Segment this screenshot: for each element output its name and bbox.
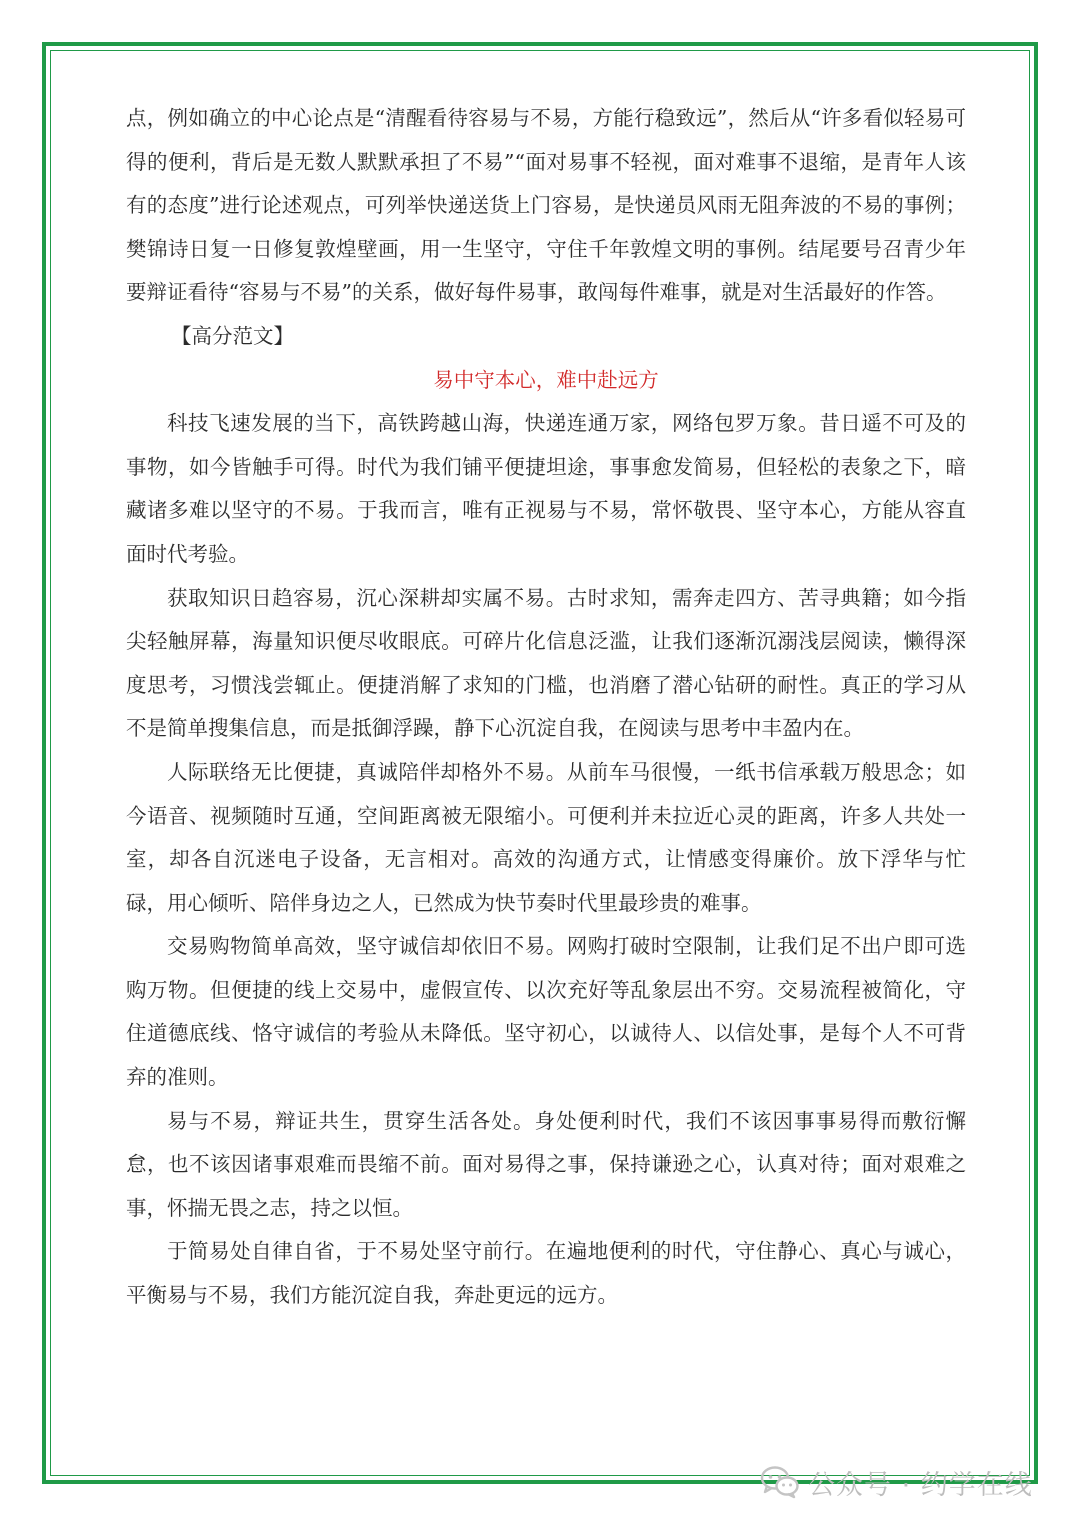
essay-paragraph: 人际联络无比便捷，真诚陪伴却格外不易。从前车马很慢，一纸书信承载万般思念；如今语音、视频随时互通，空间距离被无限缩小。可便利并未拉近心灵的距离，许多人共处一室，却各自沉迷电子设备，无言相对。高效的沟通方式，让情感变得廉价。放下浮华与忙碌，用心倾听、陪伴身边之人，已然成为快节奏时代里最珍贵的难事。 [126,759,966,915]
watermark-text: 公众号 · 约学在线 [808,1469,1033,1501]
intro-paragraph: 点，例如确立的中心论点是“清醒看待容易与不易，方能行稳致远”，然后从“许多看似轻易可得的便利，背后是无数人默默承担了不易”“面对易事不轻视，面对难事不退缩，是青年人该有的态度”进行论述观点，可列举快递送货上门容易，是快递员风雨无阻奔波的不易的事例；樊锦诗日复一日修复敦煌壁画，用一生坚守，守住千年敦煌文明的事例。结尾要号召青少年要辩证看待“容易与不易”的关系，做好每件易事，敢闯每件难事，就是对生活最好的作答。 [126,106,966,305]
essay-paragraph: 获取知识日趋容易，沉心深耕却实属不易。古时求知，需奔走四方、苦寻典籍；如今指尖轻触屏幕，海量知识便尽收眼底。可碎片化信息泛滥，让我们逐渐沉溺浅层阅读，懒得深度思考，习惯浅尝辄止。便捷消解了求知的门槛，也消磨了潜心钻研的耐性。真正的学习从不是简单搜集信息，而是抵御浮躁，静下心沉淀自我，在阅读与思考中丰盈内在。 [126,585,966,741]
essay-paragraph: 交易购物简单高效，坚守诚信却依旧不易。网购打破时空限制，让我们足不出户即可选购万物。但便捷的线上交易中，虚假宣传、以次充好等乱象层出不穷。交易流程被简化，守住道德底线、恪守诚信的考验从未降低。坚守初心，以诚待人、以信处事，是每个人不可背弃的准则。 [126,934,966,1090]
document-body [126,97,966,1318]
essay-paragraph: 科技飞速发展的当下，高铁跨越山海，快递连通万家，网络包罗万象。昔日遥不可及的事物，如今皆触手可得。时代为我们铺平便捷坦途，事事愈发简易，但轻松的表象之下，暗藏诸多难以坚守的不易。于我而言，唯有正视易与不易，常怀敬畏、坚守本心，方能从容直面时代考验。 [126,411,966,566]
watermark [760,1460,1033,1504]
wechat-icon [760,1465,800,1499]
essay-title: 易中守本心，难中赴远方 [433,367,659,392]
essay-paragraph: 于简易处自律自省，于不易处坚守前行。在遍地便利的时代，守住静心、真心与诚心，平衡易与不易，我们方能沉淀自我，奔赴更远的远方。 [126,1239,966,1308]
section-label: 【高分范文】 [171,323,294,348]
essay-paragraph: 易与不易，辩证共生，贯穿生活各处。身处便利时代，我们不该因事事易得而敷衍懈怠，也不该因诸事艰难而畏缩不前。面对易得之事，保持谦逊之心，认真对待；面对艰难之事，怀揣无畏之志，持之以恒。 [126,1108,966,1220]
